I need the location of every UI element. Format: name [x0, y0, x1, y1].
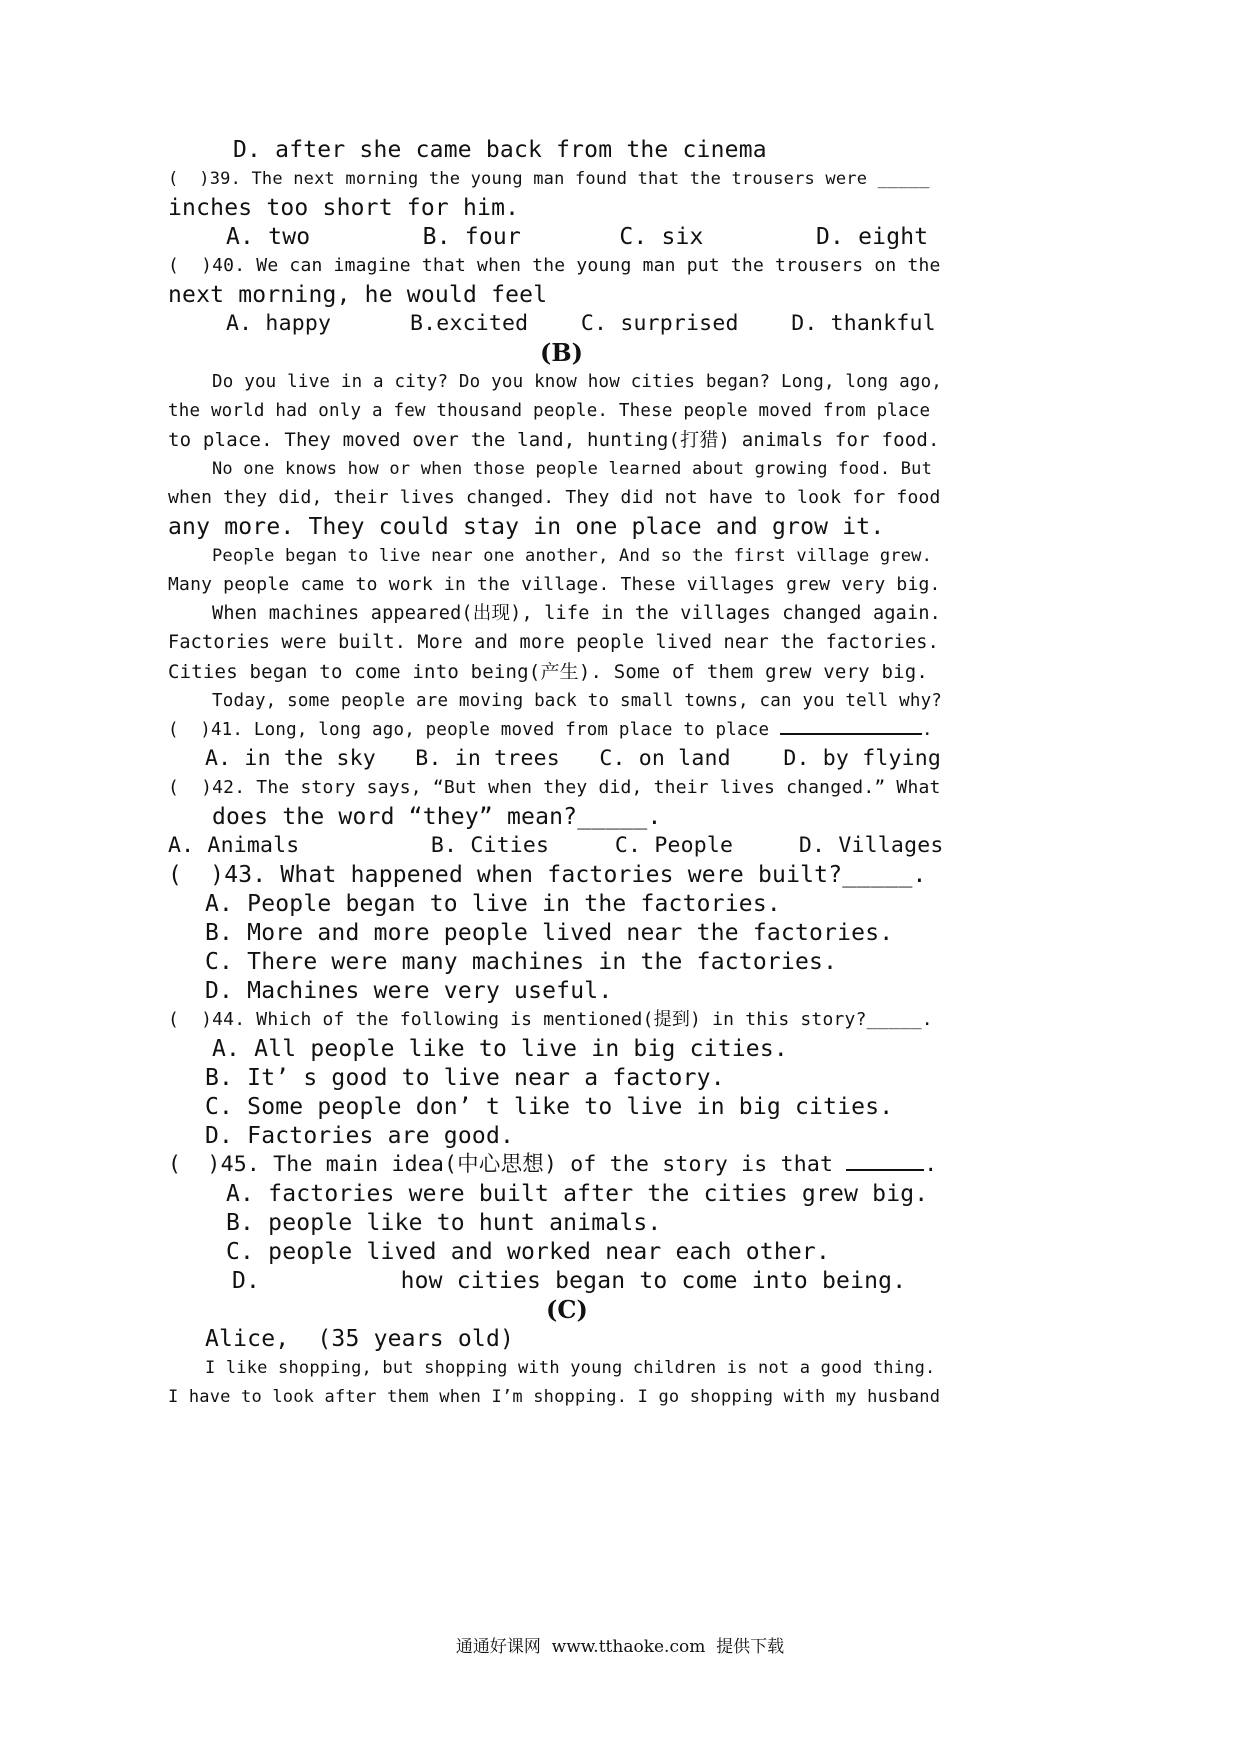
passage-b-line: No one knows how or when those people learned about growing food. But [212, 459, 933, 479]
passage-c-line: I like shopping, but shopping with young children is not a good thing. [205, 1358, 936, 1378]
answer-blank [846, 1151, 924, 1171]
passage-b-line: When machines appeared(出现), life in the villages changed again. [212, 603, 942, 624]
passage-b-line: Cities began to come into being(产生). Some of them grew very big. [168, 661, 929, 683]
q39-stem-line2: inches too short for him. [168, 195, 520, 221]
q44-option: B. It’ s good to live near a factory. [205, 1065, 725, 1091]
passage-b-line: when they did, their lives changed. They did not have to look for food [168, 487, 941, 508]
q38-option-d: D. after she came back from the cinema [233, 137, 767, 163]
passage-b-line: People began to live near one another, And so the first village grew. [212, 546, 933, 566]
q40-options: A. happy B.excited C. surprised D. thankful [226, 311, 936, 336]
section-b-heading: (B) [540, 338, 583, 367]
q41-stem [168, 714, 933, 746]
q39-options: A. two B. four C. six D. eight [226, 224, 929, 250]
q40-stem-line1: ( )40. We can imagine that when the young man put the trousers on the [168, 255, 941, 276]
q44-option: D. Factories are good. [205, 1123, 515, 1149]
q43-stem: ( )43. What happened when factories were built?_____. [168, 862, 927, 888]
passage-b-line: Many people came to work in the village. These villages grew very big. [168, 574, 941, 595]
q45-option: C. people lived and worked near each other. [226, 1239, 831, 1265]
q43-option: B. More and more people lived near the factories. [205, 920, 894, 946]
q39-stem-line1: ( )39. The next morning the young man found that the trousers were _____ [168, 169, 930, 189]
q41-stem-end: . [921, 720, 933, 740]
q40-stem-line2: next morning, he would feel [168, 282, 548, 308]
q43-option: C. There were many machines in the factories. [205, 949, 838, 975]
section-c-heading: (C) [546, 1295, 588, 1324]
page-footer: 通通好课网 www.tthaoke.com 提供下载 [455, 1637, 785, 1657]
q41-stem-text: ( )41. Long, long ago, people moved from place to place [168, 720, 770, 740]
q45-option: B. people like to hunt animals. [226, 1210, 662, 1236]
q43-option: A. People began to live in the factories. [205, 891, 781, 917]
q45-option: A. factories were built after the cities grew big. [226, 1181, 929, 1207]
section-c-speaker: Alice, (35 years old) [205, 1326, 515, 1352]
passage-b-line: Do you live in a city? Do you know how cities began? Long, long ago, [212, 372, 943, 392]
passage-b-line: any more. They could stay in one place and grow it. [168, 514, 885, 540]
q42-stem-line1: ( )42. The story says, “But when they did, their lives changed.” What [168, 777, 941, 798]
q42-stem-line2: does the word “they” mean?_____. [212, 804, 662, 830]
passage-b-line: Today, some people are moving back to small towns, can you tell why? [212, 691, 943, 711]
passage-c-line: I have to look after them when I’m shopping. I go shopping with my husband [168, 1387, 941, 1407]
q44-option: A. All people like to live in big cities. [212, 1036, 788, 1062]
q41-options: A. in the sky B. in trees C. on land D. by flying [205, 746, 942, 771]
q45-option: D. how cities began to come into being. [232, 1268, 907, 1294]
passage-b-line: the world had only a few thousand people. These people moved from place [168, 401, 931, 421]
q45-stem-text: ( )45. The main idea(中心思想) of the story is that [168, 1152, 834, 1177]
passage-b-line: Factories were built. More and more people lived near the factories. [168, 632, 939, 653]
q44-stem: ( )44. Which of the following is mentioned(提到) in this story?_____. [168, 1009, 933, 1030]
answer-blank [780, 715, 922, 735]
q44-option: C. Some people don’ t like to live in big cities. [205, 1094, 894, 1120]
passage-b-line: to place. They moved over the land, hunting(打猎) animals for food. [168, 429, 940, 451]
q45-stem-end: . [924, 1152, 938, 1177]
q45-stem [168, 1149, 937, 1181]
q42-options: A. Animals B. Cities C. People D. Villages [168, 833, 944, 858]
q43-option: D. Machines were very useful. [205, 978, 613, 1004]
